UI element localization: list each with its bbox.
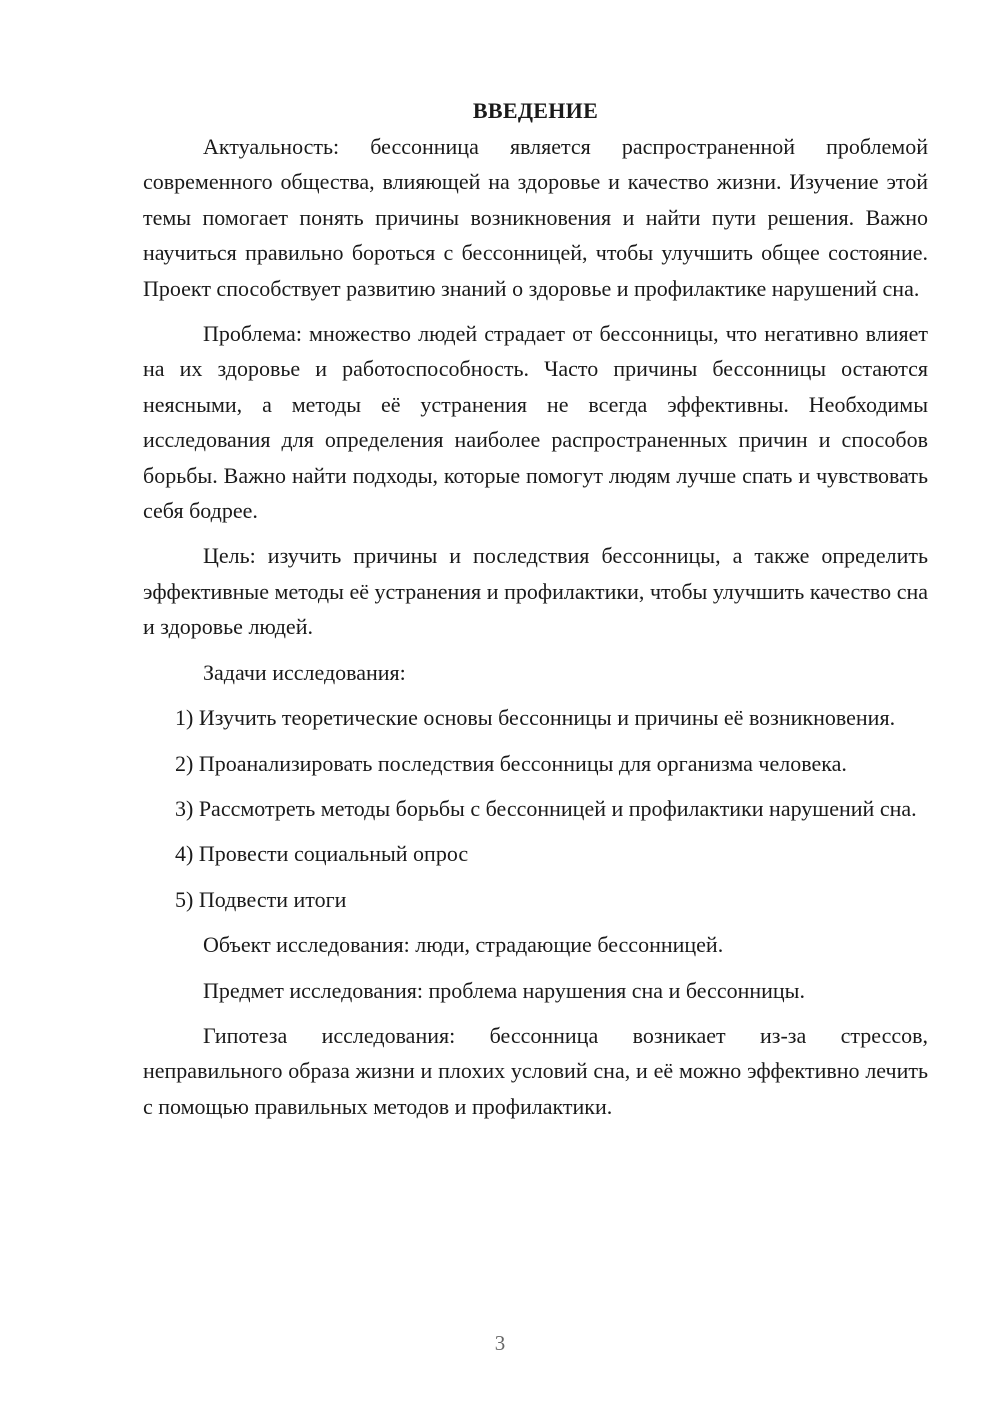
tasks-heading: Задачи исследования: bbox=[203, 659, 406, 685]
page-number: 3 bbox=[494, 1331, 506, 1355]
problem-paragraph: Проблема: множество людей страдает от бессонницы, что негативно влияет на их здоровье и работоспособность. Часто причины бессонницы остаются неясными, а методы её устранения не всегда эффективны. Необходимы исследования для определения наиболее распространенных причин и способов борьбы. Важно найти подходы, которые помогут людям лучше спать и чувствовать себя бодрее. bbox=[143, 321, 928, 524]
page-title: ВВЕДЕНИЕ bbox=[472, 98, 599, 123]
task-item: 3) Рассмотреть методы борьбы с бессонницей и профилактики нарушений сна. bbox=[175, 795, 917, 821]
object-paragraph: Объект исследования: люди, страдающие бессонницей. bbox=[203, 932, 724, 958]
goal-paragraph: Цель: изучить причины и последствия бессонницы, а также определить эффективные методы её устранения и профилактики, чтобы улучшить качество сна и здоровье людей. bbox=[143, 543, 928, 640]
document-page bbox=[143, 93, 928, 1124]
subject-paragraph: Предмет исследования: проблема нарушения сна и бессонницы. bbox=[203, 977, 805, 1003]
task-item: 5) Подвести итоги bbox=[175, 886, 347, 912]
task-item: 1) Изучить теоретические основы бессонницы и причины её возникновения. bbox=[175, 705, 896, 731]
task-item: 2) Проанализировать последствия бессонницы для организма человека. bbox=[175, 750, 847, 776]
task-item: 4) Провести социальный опрос bbox=[175, 841, 469, 867]
hypothesis-paragraph: Гипотеза исследования: бессонница возникает из-за стрессов, неправильного образа жизни и плохих условий сна, и её можно эффективно лечить с помощью правильных методов и профилактики. bbox=[143, 1022, 928, 1119]
relevance-paragraph: Актуальность: бессонница является распространенной проблемой современного общества, влияющей на здоровье и качество жизни. Изучение этой темы помогает понять причины возникновения и найти пути решения. Важно научиться правильно бороться с бессонницей, чтобы улучшить общее состояние. Проект способствует развитию знаний о здоровье и профилактике нарушений сна. bbox=[143, 134, 928, 301]
